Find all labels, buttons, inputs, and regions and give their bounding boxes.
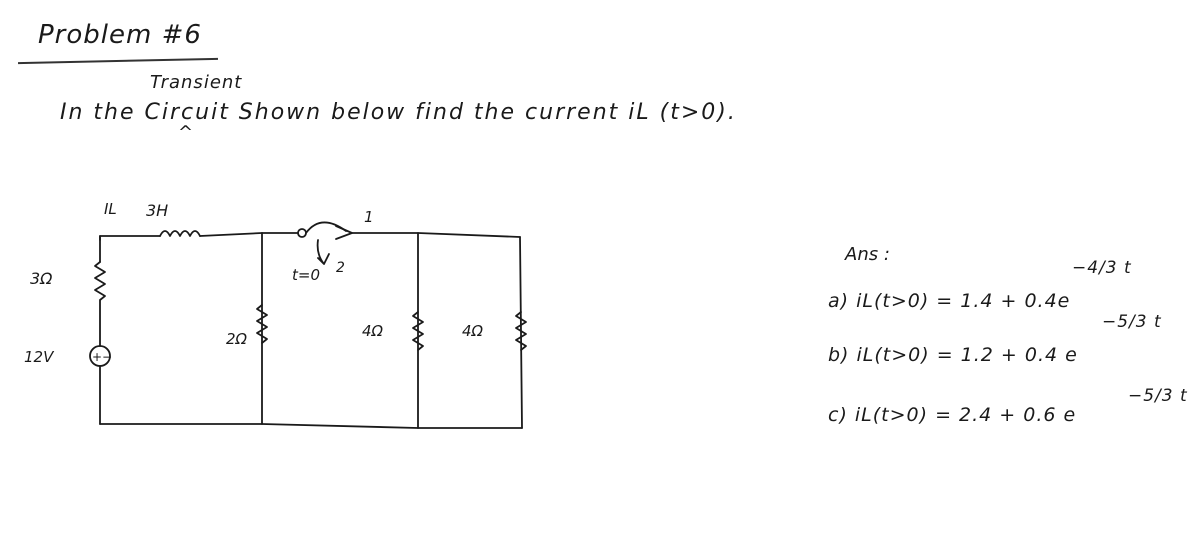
- answer-b-exponent: −5/3 t: [1102, 312, 1162, 332]
- inserted-word: Transient: [150, 72, 243, 93]
- answer-c: c) iL(t>0) = 2.4 + 0.6 e: [828, 404, 1077, 426]
- switch-position-2: 2: [336, 260, 345, 276]
- problem-statement: In the Circuit Shown below find the current iL (t>0).: [60, 100, 737, 125]
- source-12v-label: 12V: [24, 348, 54, 366]
- resistor-3ohm-symbol: [95, 262, 105, 346]
- wire-top-left: [100, 236, 160, 240]
- resistor-2ohm-label: 2Ω: [226, 330, 248, 348]
- insert-caret: ^: [178, 122, 194, 143]
- wire-4ohm-right-branch: [520, 237, 522, 428]
- resistor-4ohm-right-label: 4Ω: [462, 322, 484, 340]
- answer-c-exponent: −5/3 t: [1128, 386, 1188, 406]
- answer-b: b) iL(t>0) = 1.2 + 0.4 e: [828, 344, 1078, 366]
- source-polarity: +−: [92, 350, 113, 364]
- switch-position-1: 1: [364, 208, 374, 226]
- resistor-4ohm-mid-label: 4Ω: [362, 322, 384, 340]
- inductor-label: 3H: [146, 201, 169, 220]
- resistor-3ohm-label: 3Ω: [30, 269, 53, 288]
- switch-arrow-1: [336, 226, 352, 239]
- problem-title: Problem #6: [38, 20, 202, 50]
- answer-a: a) iL(t>0) = 1.4 + 0.4e: [828, 290, 1071, 312]
- answer-a-exponent: −4/3 t: [1072, 258, 1132, 278]
- inductor-current-label: IL: [104, 200, 117, 218]
- switch-arrow-2: [318, 240, 329, 264]
- switch-time-label: t=0: [292, 266, 320, 284]
- switch-pivot: [298, 229, 306, 237]
- inductor-symbol: [160, 231, 200, 236]
- wire-switch-to-right: [352, 233, 520, 237]
- answers-label: Ans :: [845, 244, 890, 265]
- wire-inductor-node: [200, 233, 262, 236]
- wire-bottom: [100, 424, 522, 428]
